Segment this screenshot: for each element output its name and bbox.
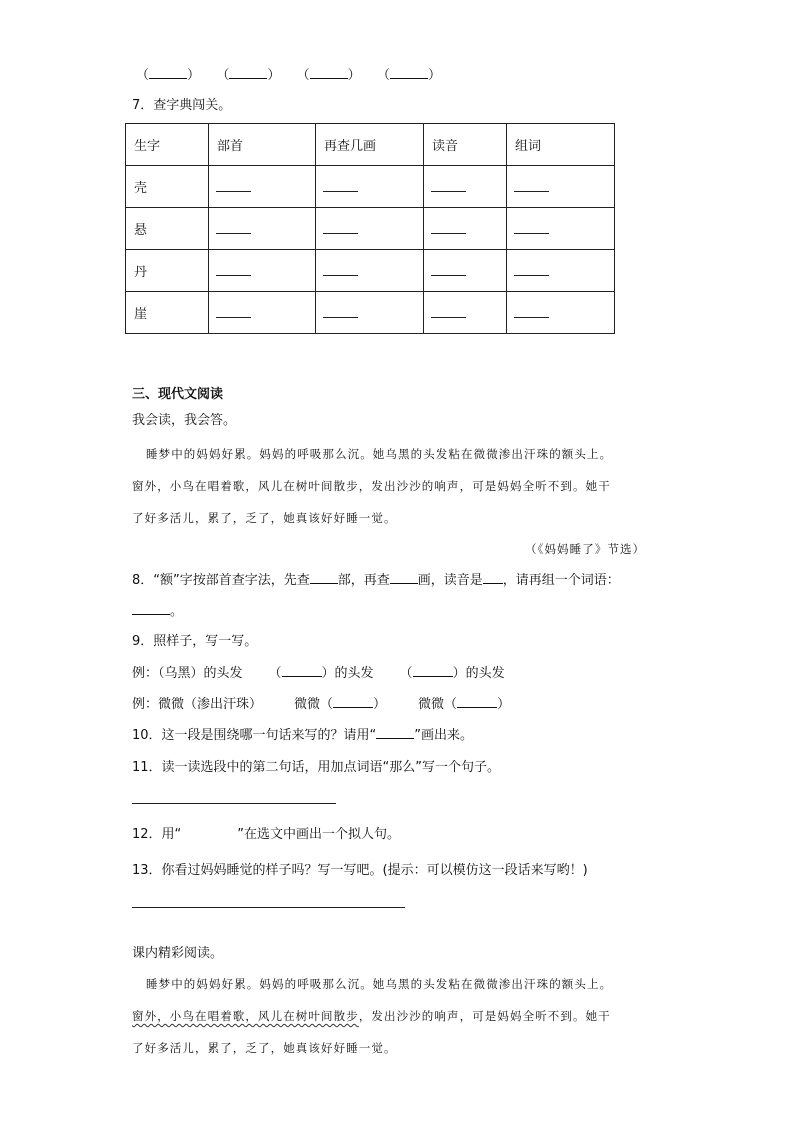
q9-blank-4[interactable] bbox=[457, 696, 497, 708]
character-cell: 悬 bbox=[126, 208, 209, 250]
header-cell: 部首 bbox=[209, 124, 316, 166]
q9-example-1: 例：（乌黑）的头发 （ ）的头发 （ ）的头发 bbox=[132, 666, 505, 681]
q8-word-blank[interactable] bbox=[132, 603, 170, 615]
table-row bbox=[126, 292, 615, 334]
answer-cell[interactable] bbox=[316, 166, 424, 208]
answer-cell[interactable] bbox=[424, 208, 507, 250]
character-cell: 壳 bbox=[126, 166, 209, 208]
passage-line: 窗外，小鸟在唱着歌，风儿在树叶间散步，发出沙沙的响声，可是妈妈全听不到。她干 bbox=[132, 479, 611, 493]
section-intro: 我会读，我会答。 bbox=[132, 413, 237, 428]
q11-line: 11．读一读选段中的第二句话，用加点词语“那么”写一个句子。 bbox=[132, 760, 501, 775]
answer-cell[interactable] bbox=[316, 208, 424, 250]
table-header-row bbox=[126, 124, 615, 166]
q7-title: 7．查字典闯关。 bbox=[132, 98, 232, 113]
blank-4[interactable]: （ ） bbox=[376, 68, 441, 83]
answer-cell[interactable] bbox=[424, 292, 507, 334]
q13-line: 13．你看过妈妈睡觉的样子吗？写一写吧。(提示：可以模仿这一段话来写哟！) bbox=[132, 863, 588, 878]
top-blank-row bbox=[136, 67, 441, 85]
q9-example-2: 例：微微（渗出汗珠） 微微（ ） 微微（ ） bbox=[132, 697, 511, 712]
q9-title: 9．照样子，写一写。 bbox=[132, 634, 258, 649]
table-row bbox=[126, 208, 615, 250]
section-b-intro: 课内精彩阅读。 bbox=[132, 946, 224, 961]
q8-pinyin-blank[interactable] bbox=[483, 572, 503, 584]
header-cell: 读音 bbox=[424, 124, 507, 166]
q9-blank-3[interactable] bbox=[333, 696, 373, 708]
q12-wavy-sample bbox=[181, 826, 237, 844]
q9-blank-2[interactable] bbox=[413, 665, 453, 677]
answer-cell[interactable] bbox=[316, 292, 424, 334]
answer-cell[interactable] bbox=[316, 250, 424, 292]
header-cell: 生字 bbox=[126, 124, 209, 166]
dictionary-table bbox=[125, 123, 615, 334]
answer-cell[interactable] bbox=[507, 250, 615, 292]
q12-line: 12．用“ ”在选文中画出一个拟人句。 bbox=[132, 827, 401, 842]
q9-blank-1[interactable] bbox=[282, 665, 322, 677]
blank-3[interactable]: （ ） bbox=[296, 68, 361, 83]
table-row bbox=[126, 250, 615, 292]
answer-cell[interactable] bbox=[209, 166, 316, 208]
q8-radical-blank[interactable] bbox=[310, 572, 338, 584]
answer-cell[interactable] bbox=[507, 292, 615, 334]
q13-answer-line[interactable] bbox=[132, 907, 405, 908]
answer-cell[interactable] bbox=[209, 250, 316, 292]
passage-b-line: 窗外，小鸟在唱着歌，风儿在树叶间散步，发出沙沙的响声，可是妈妈全听不到。她干 bbox=[132, 1009, 611, 1023]
section-heading: 三、现代文阅读 bbox=[132, 387, 224, 402]
passage-b-line: 了好多活儿，累了，乏了，她真该好好睡一觉。 bbox=[132, 1041, 397, 1055]
blank-1[interactable]: （ ） bbox=[136, 68, 201, 83]
header-cell: 组词 bbox=[507, 124, 615, 166]
q10-line: 10．这一段是围绕哪一句话来写的？请用“ ”画出来。 bbox=[132, 728, 474, 743]
passage-source: （《妈妈睡了》节选） bbox=[525, 542, 646, 556]
table-row bbox=[126, 166, 615, 208]
header-cell: 再查几画 bbox=[316, 124, 424, 166]
passage-b-line: 睡梦中的妈妈好累。妈妈的呼吸那么沉。她乌黑的头发粘在微微渗出汗珠的额头上。 bbox=[146, 977, 613, 991]
blank-2[interactable]: （ ） bbox=[216, 68, 281, 83]
passage-line: 睡梦中的妈妈好累。妈妈的呼吸那么沉。她乌黑的头发粘在微微渗出汗珠的额头上。 bbox=[146, 447, 613, 461]
character-cell: 丹 bbox=[126, 250, 209, 292]
answer-cell[interactable] bbox=[424, 250, 507, 292]
q8-line1: 8．“额”字按部首查字法，先查 部，再查 画，读音是 ，请再组一个词语： bbox=[132, 573, 620, 588]
character-cell: 崖 bbox=[126, 292, 209, 334]
passage-line: 了好多活儿，累了，乏了，她真该好好睡一觉。 bbox=[132, 511, 397, 525]
answer-cell[interactable] bbox=[507, 166, 615, 208]
answer-cell[interactable] bbox=[209, 208, 316, 250]
q10-line-sample bbox=[376, 727, 414, 739]
q11-answer-line[interactable] bbox=[132, 803, 336, 804]
answer-cell[interactable] bbox=[507, 208, 615, 250]
answer-cell[interactable] bbox=[209, 292, 316, 334]
wavy-underlined-sentence: 窗外，小鸟在唱着歌，风儿在树叶间散步 bbox=[132, 1009, 359, 1023]
q8-line2: 。 bbox=[132, 603, 183, 621]
q8-strokes-blank[interactable] bbox=[390, 572, 418, 584]
answer-cell[interactable] bbox=[424, 166, 507, 208]
